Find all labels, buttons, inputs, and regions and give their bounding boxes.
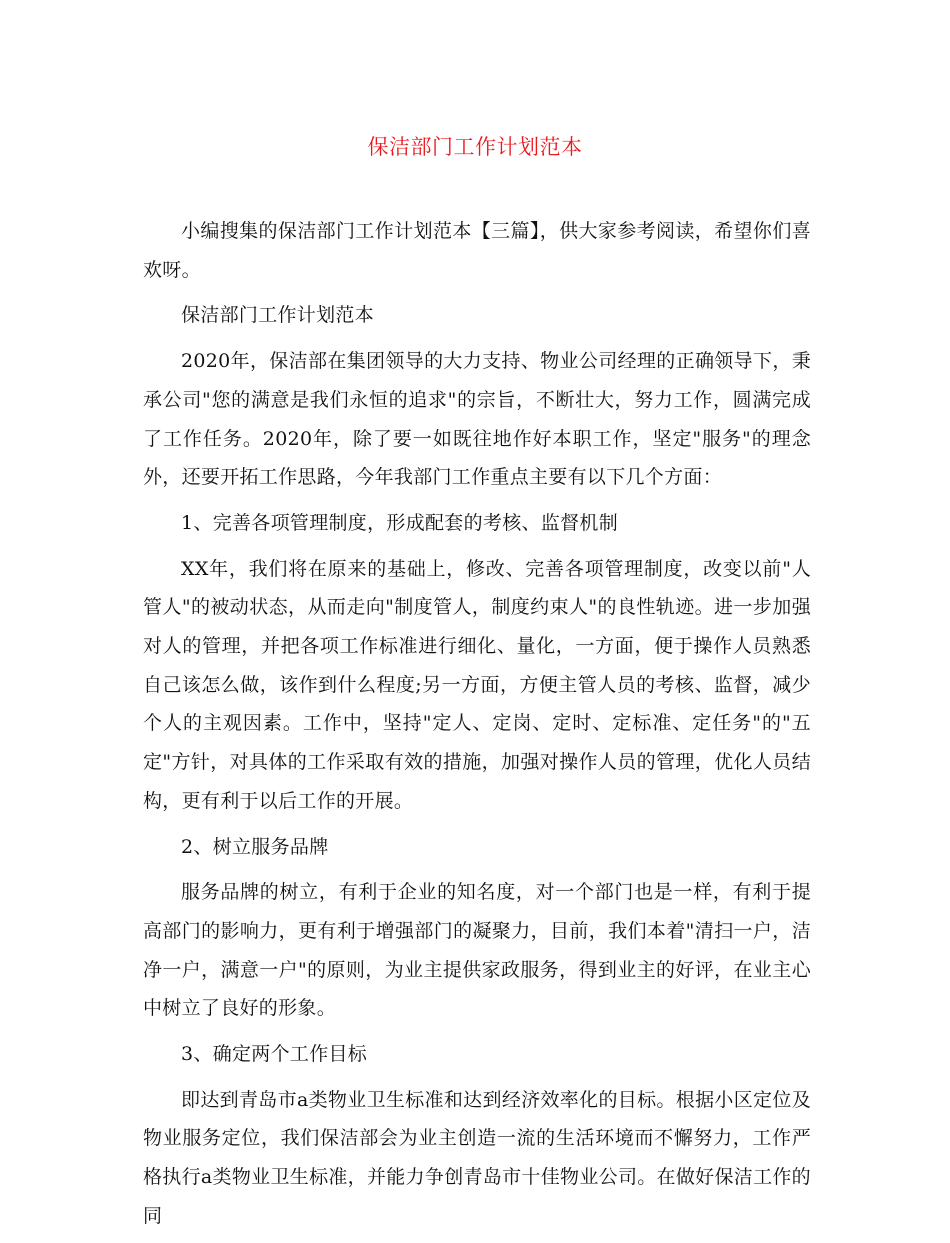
body-paragraph: 即达到青岛市a类物业卫生标准和达到经济效率化的目标。根据小区定位及物业服务定位，我们保洁部会为业主创造一流的生活环境而不懈努力，工作严格执行a类物业卫生标准，并能力争创青岛市十佳物业公司。在做好保洁工作的同 xyxy=(143,1088,811,1227)
body-paragraph: 2020年，保洁部在集团领导的大力支持、物业公司经理的正确领导下，秉承公司"您的满意是我们永恒的追求"的宗旨，不断壮大，努力工作，圆满完成了工作任务。2020年，除了要一如既往地作好本职工作，坚定"服务"的理念外，还要开拓工作思路，今年我部门工作重点主要有以下几个方面： xyxy=(143,350,811,489)
item-heading-2: 2、树立服务品牌 xyxy=(181,835,329,858)
document-body xyxy=(143,212,811,1243)
intro-paragraph: 小编搜集的保洁部门工作计划范本【三篇】，供大家参考阅读，希望你们喜欢呀。 xyxy=(143,220,811,281)
body-paragraph: XX年，我们将在原来的基础上，修改、完善各项管理制度，改变以前"人管人"的被动状态，从而走向"制度管人，制度约束人"的良性轨迹。进一步加强对人的管理，并把各项工作标准进行细化、量化，一方面，便于操作人员熟悉自己该怎么做，该作到什么程度;另一方面，方便主管人员的考核、监督，减少个人的主观因素。工作中，坚持"定人、定岗、定时、定标准、定任务"的"五定"方针，对具体的工作采取有效的措施，加强对操作人员的管理，优化人员结构，更有利于以后工作的开展。 xyxy=(143,557,811,812)
item-heading-3: 3、确定两个工作目标 xyxy=(181,1043,368,1066)
section-heading: 保洁部门工作计划范本 xyxy=(181,304,375,327)
item-heading-1: 1、完善各项管理制度，形成配套的考核、监督机制 xyxy=(181,511,618,534)
document-title: 保洁部门工作计划范本 xyxy=(367,135,583,159)
body-paragraph: 服务品牌的树立，有利于企业的知名度，对一个部门也是一样，有利于提高部门的影响力，更有利于增强部门的凝聚力，目前，我们本着"清扫一户，洁净一户，满意一户"的原则，为业主提供家政服务，得到业主的好评，在业主心中树立了良好的形象。 xyxy=(143,881,811,1020)
